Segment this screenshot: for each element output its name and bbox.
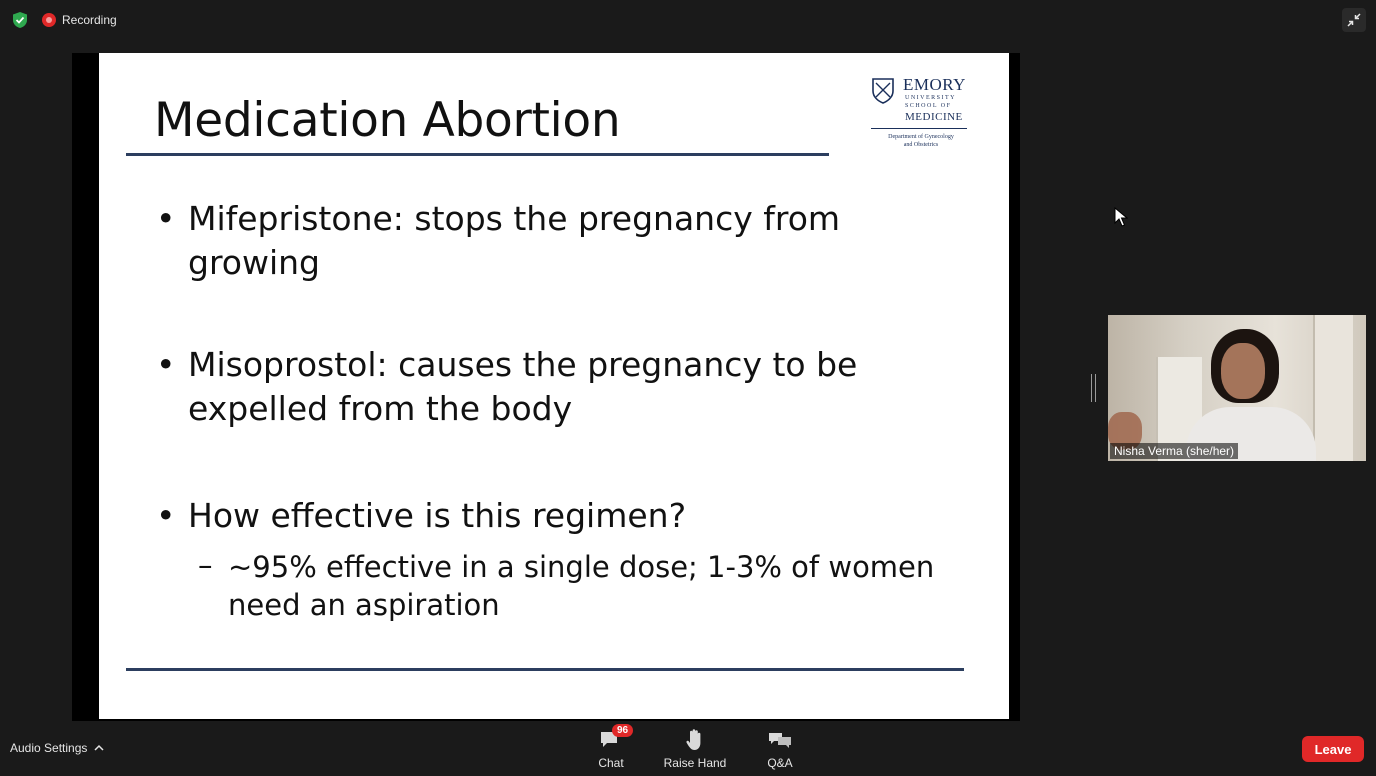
bullet-misoprostol-line2: expelled from the body	[188, 389, 573, 428]
qa-button[interactable]	[745, 727, 815, 770]
logo-department-line1: Department of Gynecology	[888, 134, 954, 140]
slide-title: Medication Abortion	[154, 93, 621, 148]
logo-school-of: SCHOOL OF	[905, 103, 952, 109]
exit-fullscreen-icon	[1347, 13, 1361, 27]
title-divider	[126, 153, 829, 156]
logo-department-line2: and Obstetrics	[903, 142, 939, 148]
sub-bullet-marker: –	[198, 548, 213, 582]
qa-icon	[767, 727, 793, 753]
bullet-marker: •	[156, 496, 176, 535]
presentation-slide	[99, 53, 1009, 719]
audio-settings-button[interactable]	[10, 741, 104, 755]
logo-divider	[871, 128, 967, 129]
raise-hand-label: Raise Hand	[663, 756, 727, 770]
bullet-effectiveness: How effective is this regimen?	[188, 496, 687, 535]
participant-face	[1221, 343, 1265, 399]
emory-shield-icon	[871, 77, 895, 105]
sub-bullet-line2: need an aspiration	[228, 588, 500, 622]
recording-label: Recording	[62, 13, 117, 27]
meeting-status-bar	[12, 11, 117, 29]
chevron-up-icon	[94, 744, 104, 752]
logo-name: EMORY	[903, 75, 966, 94]
leave-button[interactable]: Leave	[1302, 736, 1364, 762]
recording-icon	[42, 13, 56, 27]
chat-button[interactable]	[576, 727, 646, 770]
logo-university: UNIVERSITY	[905, 95, 956, 101]
recording-indicator[interactable]	[42, 13, 117, 27]
bullet-misoprostol-line1: Misoprostol: causes the pregnancy to be	[188, 345, 858, 384]
bullet-mifepristone-line1: Mifepristone: stops the pregnancy from	[188, 199, 841, 238]
mouse-cursor-icon	[1114, 207, 1128, 227]
bullet-marker: •	[156, 345, 176, 384]
chat-unread-badge: 96	[612, 724, 633, 737]
bullet-marker: •	[156, 199, 176, 238]
sub-bullet-line1: ~95% effective in a single dose; 1-3% of women	[228, 550, 935, 584]
security-shield-icon[interactable]	[12, 11, 28, 29]
participant-video-tile[interactable]	[1108, 315, 1366, 461]
emory-logo	[871, 75, 967, 155]
qa-icon-wrap	[767, 727, 793, 753]
chat-icon-wrap	[598, 725, 629, 753]
audio-settings-label: Audio Settings	[10, 741, 88, 755]
bullet-mifepristone-line2: growing	[188, 243, 320, 282]
chat-label: Chat	[598, 756, 624, 770]
qa-label: Q&A	[767, 756, 793, 770]
exit-fullscreen-button[interactable]	[1342, 8, 1366, 32]
screen-share-view	[72, 53, 1020, 721]
raise-hand-icon-wrap	[682, 727, 708, 753]
bottom-divider	[126, 668, 964, 671]
logo-medicine: MEDICINE	[905, 111, 963, 123]
participant-name-tag: Nisha Verma (she/her)	[1110, 443, 1238, 459]
raise-hand-icon	[682, 727, 708, 753]
panel-resize-handle[interactable]	[1091, 374, 1096, 402]
raise-hand-button[interactable]	[660, 727, 730, 770]
video-doorframe	[1313, 315, 1353, 461]
